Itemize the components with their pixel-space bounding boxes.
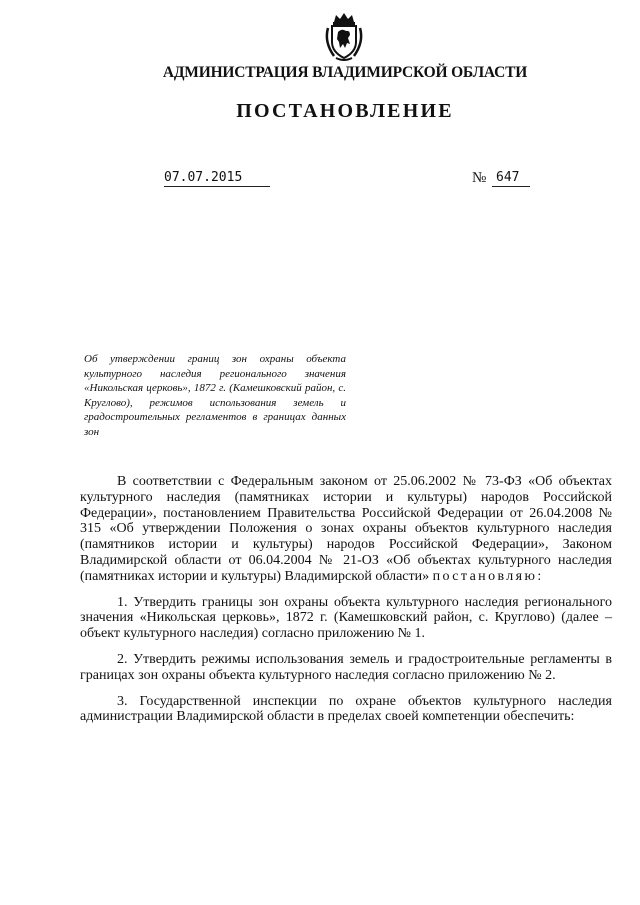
item-paragraph-2: 2. Утвердить режимы использования земель и градостроительные регламенты в границах зон охраны объекта культурного наследия согласно приложению № 2. <box>80 651 612 683</box>
decree-word: постановляю: <box>432 568 544 584</box>
coat-of-arms-icon <box>322 12 366 62</box>
document-subject: Об утверждении границ зон охраны объекта культурного наследия регионального значения «Никольская церковь», 1872 г. (Камешковский район, с. Круглово), режимов использования земель и градостроительных регламентов в границах данных зон <box>84 353 346 438</box>
item-paragraph-3: 3. Государственной инспекции по охране объектов культурного наследия администрации Владимирской области в пределах своей компетенции обеспечить: <box>80 693 612 725</box>
document-body <box>80 474 612 735</box>
organization-title: АДМИНИСТРАЦИЯ ВЛАДИМИРСКОЙ ОБЛАСТИ <box>162 64 528 81</box>
preamble-paragraph <box>80 474 612 585</box>
preamble-text: В соответствии с Федеральным законом от 25.06.2002 № 73-ФЗ «Об объектах культурного наследия (памятниках истории и культуры) народов Российской Федерации», постановлением Правительства Российской Федерации от 26.04.2008 № 315 «Об утверждении Положения о зонах охраны объектов культурного наследия (памятников истории и культуры) народов Российской Федерации», Законом Владимирской области от 06.04.2004 № 21-ОЗ «Об объектах культурного наследия (памятниках истории и культуры) Владимирской области» <box>80 474 612 584</box>
document-type-title: ПОСТАНОВЛЕНИЕ <box>236 100 454 122</box>
document-number: 647 <box>492 170 530 187</box>
document-date: 07.07.2015 <box>164 170 270 187</box>
number-sign: № <box>472 170 487 186</box>
item-paragraph-1: 1. Утвердить границы зон охраны объекта культурного наследия регионального значения «Никольская церковь», 1872 г. (Камешковский район, с. Круглово) (далее – объект культурного наследия) согласно приложению № 1. <box>80 594 612 642</box>
